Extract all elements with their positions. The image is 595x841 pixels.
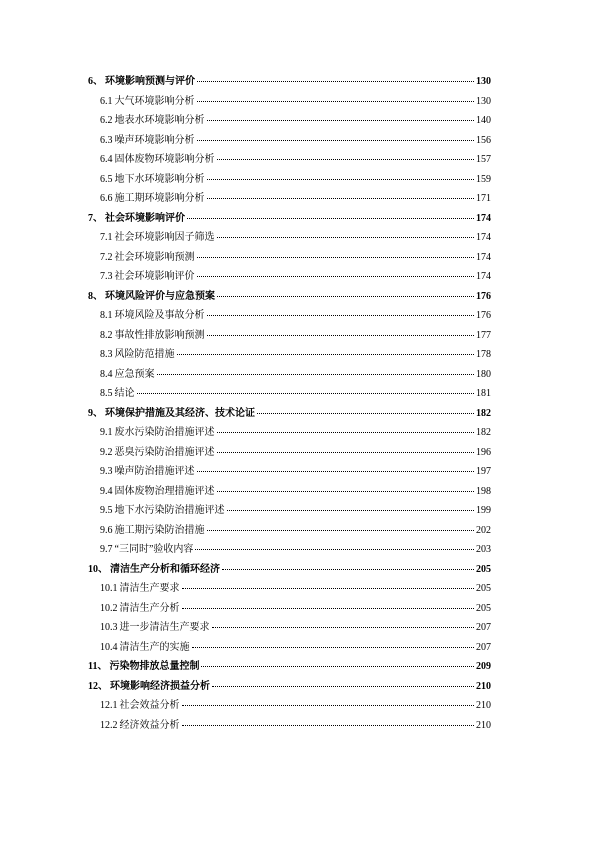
toc-entry-title: 恶臭污染防治措施评述 [114, 446, 215, 458]
toc-section-entry[interactable] [88, 345, 491, 365]
toc-entry-title: 进一步清洁生产要求 [119, 622, 210, 633]
toc-entry-title: 污染物排放总量控制 [109, 661, 200, 672]
toc-entry-title: 环境影响经济损益分析 [110, 680, 210, 692]
toc-entry-page-number: 202 [476, 524, 491, 536]
toc-entry-page-number: 205 [476, 563, 491, 575]
toc-section-entry[interactable] [88, 131, 491, 151]
toc-entry-number: 7、 [88, 212, 103, 224]
toc-entry-title: 噪声防治措施评述 [114, 466, 195, 477]
toc-section-entry[interactable] [88, 696, 491, 716]
toc-entry-number: 12.2 [100, 719, 118, 731]
dot-leader [197, 139, 475, 141]
dot-leader [137, 392, 475, 394]
dot-leader [217, 295, 474, 297]
dot-leader [207, 529, 475, 531]
toc-entry-title: 噪声环境影响分析 [114, 134, 195, 146]
toc-section-entry[interactable] [88, 384, 491, 404]
toc-entry-title: 环境风险及事故分析 [114, 310, 205, 321]
toc-section-entry[interactable] [88, 170, 491, 190]
dot-leader [212, 685, 474, 687]
toc-entry-title: 结论 [114, 388, 135, 399]
dot-leader [182, 607, 475, 609]
toc-entry-number: 8.3 [100, 349, 113, 360]
toc-entry-title: 社会环境影响评价 [114, 271, 195, 282]
toc-entry-page-number: 156 [476, 134, 491, 146]
toc-entry-title: 地下水污染防治措施评述 [114, 505, 225, 516]
toc-section-entry[interactable] [88, 111, 491, 131]
toc-section-entry[interactable] [88, 716, 491, 736]
toc-entry-number: 9.1 [100, 427, 113, 438]
dot-leader [227, 509, 475, 511]
dot-leader [177, 353, 475, 355]
dot-leader [197, 80, 474, 82]
toc-section-entry[interactable] [88, 599, 491, 619]
toc-entry-page-number: 210 [476, 719, 491, 731]
toc-section-entry[interactable] [88, 248, 491, 268]
toc-section-entry[interactable] [88, 150, 491, 170]
toc-entry-page-number: 210 [476, 700, 491, 711]
toc-entry-page-number: 159 [476, 173, 491, 185]
toc-chapter-entry[interactable] [88, 657, 491, 677]
toc-entry-title: 环境保护措施及其经济、技术论证 [105, 407, 255, 419]
toc-entry-number: 7.3 [100, 271, 113, 282]
toc-entry-number: 9.3 [100, 466, 113, 477]
toc-entry-page-number: 174 [476, 212, 491, 224]
toc-entry-number: 8.1 [100, 310, 113, 321]
toc-entry-number: 6、 [88, 76, 103, 87]
dot-leader [187, 217, 474, 219]
toc-section-entry[interactable] [88, 189, 491, 209]
dot-leader [217, 236, 475, 238]
toc-section-entry[interactable] [88, 482, 491, 502]
toc-entry-title: 地表水环境影响分析 [114, 115, 205, 126]
toc-section-entry[interactable] [88, 501, 491, 521]
toc-entry-number: 6.4 [100, 154, 113, 165]
toc-entry-page-number: 207 [476, 622, 491, 633]
toc-section-entry[interactable] [88, 423, 491, 443]
dot-leader [212, 626, 475, 628]
toc-entry-page-number: 130 [476, 95, 491, 107]
toc-entry-page-number: 180 [476, 368, 491, 380]
toc-section-entry[interactable] [88, 92, 491, 112]
dot-leader [201, 665, 474, 667]
toc-entry-number: 6.3 [100, 134, 113, 146]
dot-leader [207, 119, 475, 121]
dot-leader [207, 334, 475, 336]
dot-leader [197, 256, 475, 258]
toc-entry-page-number: 209 [476, 661, 491, 672]
toc-entry-page-number: 174 [476, 232, 491, 243]
toc-entry-number: 9.6 [100, 524, 113, 536]
toc-entry-page-number: 157 [476, 154, 491, 165]
toc-entry-page-number: 176 [476, 310, 491, 321]
toc-section-entry[interactable] [88, 228, 491, 248]
toc-entry-number: 9、 [88, 407, 103, 419]
toc-section-entry[interactable] [88, 638, 491, 658]
toc-entry-title: 施工期环境影响分析 [114, 193, 205, 204]
toc-entry-title: 大气环境影响分析 [114, 95, 195, 107]
toc-entry-title: 清洁生产要求 [119, 583, 180, 594]
toc-entry-number: 10.3 [100, 622, 118, 633]
dot-leader [217, 158, 475, 160]
toc-section-entry[interactable] [88, 306, 491, 326]
dot-leader [207, 197, 475, 199]
toc-entry-number: 9.4 [100, 485, 113, 497]
dot-leader [222, 568, 474, 570]
toc-entry-title: 事故性排放影响预测 [114, 329, 205, 341]
toc-entry-title: 社会效益分析 [119, 700, 180, 711]
toc-section-entry[interactable] [88, 267, 491, 287]
toc-section-entry[interactable] [88, 365, 491, 385]
toc-entry-number: 12.1 [100, 700, 118, 711]
toc-entry-page-number: 140 [476, 115, 491, 126]
toc-entry-number: 11、 [88, 661, 108, 672]
toc-entry-title: 施工期污染防治措施 [114, 524, 205, 536]
toc-entry-number: 8、 [88, 290, 103, 302]
toc-entry-number: 6.5 [100, 173, 113, 185]
toc-section-entry[interactable] [88, 443, 491, 463]
toc-entry-number: 12、 [88, 680, 108, 692]
dot-leader [217, 490, 475, 492]
toc-entry-page-number: 174 [476, 251, 491, 263]
toc-entry-page-number: 205 [476, 602, 491, 614]
toc-chapter-entry[interactable] [88, 404, 491, 424]
toc-entry-number: 9.2 [100, 446, 113, 458]
toc-entry-page-number: 176 [476, 290, 491, 302]
toc-entry-title: 经济效益分析 [119, 719, 180, 731]
dot-leader [197, 470, 475, 472]
toc-entry-page-number: 174 [476, 271, 491, 282]
toc-entry-title: 社会环境影响评价 [105, 212, 185, 224]
dot-leader [195, 548, 474, 550]
toc-entry-title: 固体废物环境影响分析 [114, 154, 215, 165]
dot-leader [182, 704, 475, 706]
toc-entry-title: 社会环境影响预测 [114, 251, 195, 263]
toc-entry-title: “三同时”验收内容 [114, 544, 194, 555]
toc-chapter-entry[interactable] [88, 209, 491, 229]
toc-entry-number: 10、 [88, 563, 108, 575]
toc-entry-title: 清洁生产的实施 [119, 641, 190, 653]
toc-section-entry[interactable] [88, 618, 491, 638]
toc-entry-page-number: 198 [476, 485, 491, 497]
toc-entry-page-number: 205 [476, 583, 491, 594]
toc-entry-number: 7.1 [100, 232, 113, 243]
toc-entry-number: 8.4 [100, 368, 113, 380]
toc-entry-number: 6.2 [100, 115, 113, 126]
toc-entry-page-number: 182 [476, 427, 491, 438]
dot-leader [207, 314, 475, 316]
toc-entry-title: 清洁生产分析 [119, 602, 180, 614]
toc-section-entry[interactable] [88, 462, 491, 482]
toc-chapter-entry[interactable] [88, 560, 491, 580]
toc-entry-number: 6.6 [100, 193, 113, 204]
dot-leader [197, 275, 475, 277]
toc-entry-page-number: 130 [476, 76, 491, 87]
toc-entry-number: 9.5 [100, 505, 113, 516]
toc-entry-page-number: 171 [476, 193, 491, 204]
dot-leader [217, 451, 475, 453]
dot-leader [217, 431, 475, 433]
toc-entry-page-number: 197 [476, 466, 491, 477]
toc-chapter-entry[interactable] [88, 287, 491, 307]
toc-entry-title: 社会环境影响因子筛选 [114, 232, 215, 243]
toc-section-entry[interactable] [88, 521, 491, 541]
dot-leader [257, 412, 474, 414]
dot-leader [157, 373, 475, 375]
toc-entry-number: 10.4 [100, 641, 118, 653]
toc-entry-page-number: 203 [476, 544, 491, 555]
toc-entry-number: 8.5 [100, 388, 113, 399]
toc-entry-title: 环境风险评价与应急预案 [105, 290, 215, 302]
toc-entry-page-number: 178 [476, 349, 491, 360]
toc-chapter-entry[interactable] [88, 72, 491, 92]
toc-entry-page-number: 196 [476, 446, 491, 458]
toc-entry-page-number: 181 [476, 388, 491, 399]
dot-leader [192, 646, 475, 648]
toc-entry-page-number: 177 [476, 329, 491, 341]
toc-entry-page-number: 210 [476, 680, 491, 692]
toc-section-entry[interactable] [88, 326, 491, 346]
toc-entry-title: 清洁生产分析和循环经济 [110, 563, 220, 575]
toc-entry-number: 10.1 [100, 583, 118, 594]
dot-leader [207, 178, 475, 180]
dot-leader [182, 724, 475, 726]
toc-entry-title: 地下水环境影响分析 [114, 173, 205, 185]
toc-entry-page-number: 182 [476, 407, 491, 419]
toc-entry-number: 8.2 [100, 329, 113, 341]
toc-entry-page-number: 207 [476, 641, 491, 653]
toc-entry-number: 9.7 [100, 544, 113, 555]
toc-chapter-entry[interactable] [88, 677, 491, 697]
toc-entry-number: 6.1 [100, 95, 113, 107]
toc-entry-title: 环境影响预测与评价 [105, 76, 195, 87]
toc-entry-title: 固体废物治理措施评述 [114, 485, 215, 497]
toc-entry-number: 7.2 [100, 251, 113, 263]
toc-entry-title: 废水污染防治措施评述 [114, 427, 215, 438]
toc-entry-page-number: 199 [476, 505, 491, 516]
dot-leader [197, 100, 475, 102]
dot-leader [182, 587, 475, 589]
toc-section-entry[interactable] [88, 540, 491, 560]
toc-entry-title: 风险防范措施 [114, 349, 175, 360]
toc-entry-title: 应急预案 [114, 368, 155, 380]
toc-entry-number: 10.2 [100, 602, 118, 614]
table-of-contents [88, 72, 491, 735]
toc-section-entry[interactable] [88, 579, 491, 599]
